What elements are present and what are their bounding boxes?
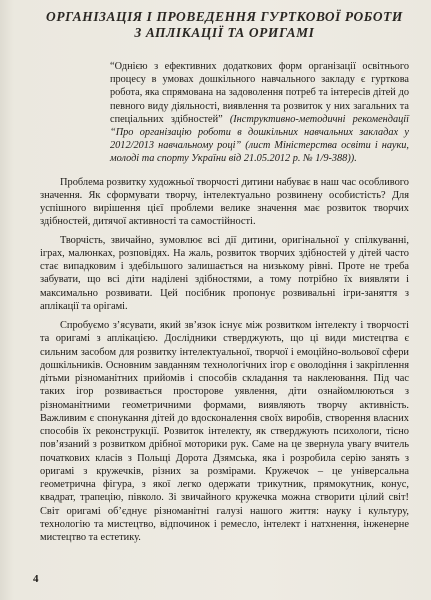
epigraph — [110, 60, 409, 166]
chapter-title — [40, 9, 409, 40]
chapter-title-line-1: ОРГАНІЗАЦІЯ І ПРОВЕДЕННЯ ГУРТКОВОЇ РОБОТИ — [46, 9, 403, 24]
paragraph-1: Проблема розвитку художньої творчості дитини набуває в наш час особливого значення. Як сформувати творчу, інтелектуально розвинену особистість? Для успішного вирішення цієї проблеми велике значення має розвиток творчих здібностей, дитячої активності та самостійності. — [40, 176, 409, 228]
body-text — [40, 176, 409, 545]
epigraph-source: (Інструктивно-методичні рекомендації “Про організацію роботи в дошкільних навчальних закладах у 2012/2013 навчальному році” (лист Міністерства освіти і науки, молоді та спорту України від 21.05.2012 р. № 1/9-388)). — [110, 113, 410, 165]
page-number: 4 — [33, 573, 39, 585]
chapter-title-line-2: З АПЛІКАЦІЇ ТА ОРИГАМІ — [134, 24, 315, 40]
epigraph-text: “Однією з ефективних додаткових форм організації освітнього процесу в умовах дошкільного навчального закладу є гурткова робота, яка спрямована на задоволення потреб та інтересів дітей до певного виду діяльності, виявлення та розвиток у них загальних та спеціальних здібностей” — [110, 61, 409, 125]
paragraph-2: Творчість, звичайно, зумовлює всі дії дитини, оригінальної у спілкуванні, іграх, малюнках, розповідях. На жаль, розвиток творчих здібностей у дітей часто стає випадковим і здебільшого залишається на низькому рівні. Проте не треба забувати, що всі діти наділені здібностями, а тому потрібно їх виявляти і максимально розвивати. Цей посібник пропонує розвивальні ігри-заняття з аплікації та орігамі. — [40, 234, 409, 312]
paragraph-3: Спробуємо з’ясувати, який зв’язок існує між розвитком інтелекту і творчості та оригамі з аплікацією. Дослідники стверджують, що ці види мистецтва є сильним засобом для розвитку інтелектуальної, творчої і емоційно-вольової сфери дошкільників. Основним завданням технологічних ігор є оволодіння і закріплення дітьми різноманітних прийомів і способів складання та наклеювання. Під час таких ігор розвивається просторове уявлення, діти ознайомлюються з різноманітними геометричними формами, виявляють творчу активність. Важливим є спонукання дітей до вдосконалення своїх виробів, створення власних способів їх реконструкції. Розвиток інтелекту, як стверджують психологи, тісно пов’язаний з розвитком дрібної моторики рук. Саме на це звернула увагу вчитель початкових класів з Польщі Дорота Дзямська, яка і розробила серію занять з оригамі з кружечків, різних за розмірами. Кружечок – це універсальна геометрична фігура, з якої легко одержати трикутник, прямокутник, конус, квадрат, трапецію, півколо. Зі звичайного кружечка можна створити цілий світ! Світ оригамі об’єднує різноманітні галузі нашого життя: науку і культуру, технологію та мистецтво, відпочинок і ремесло, інтелект і натхнення, інженерне мистецтво та естетику. — [40, 320, 409, 544]
